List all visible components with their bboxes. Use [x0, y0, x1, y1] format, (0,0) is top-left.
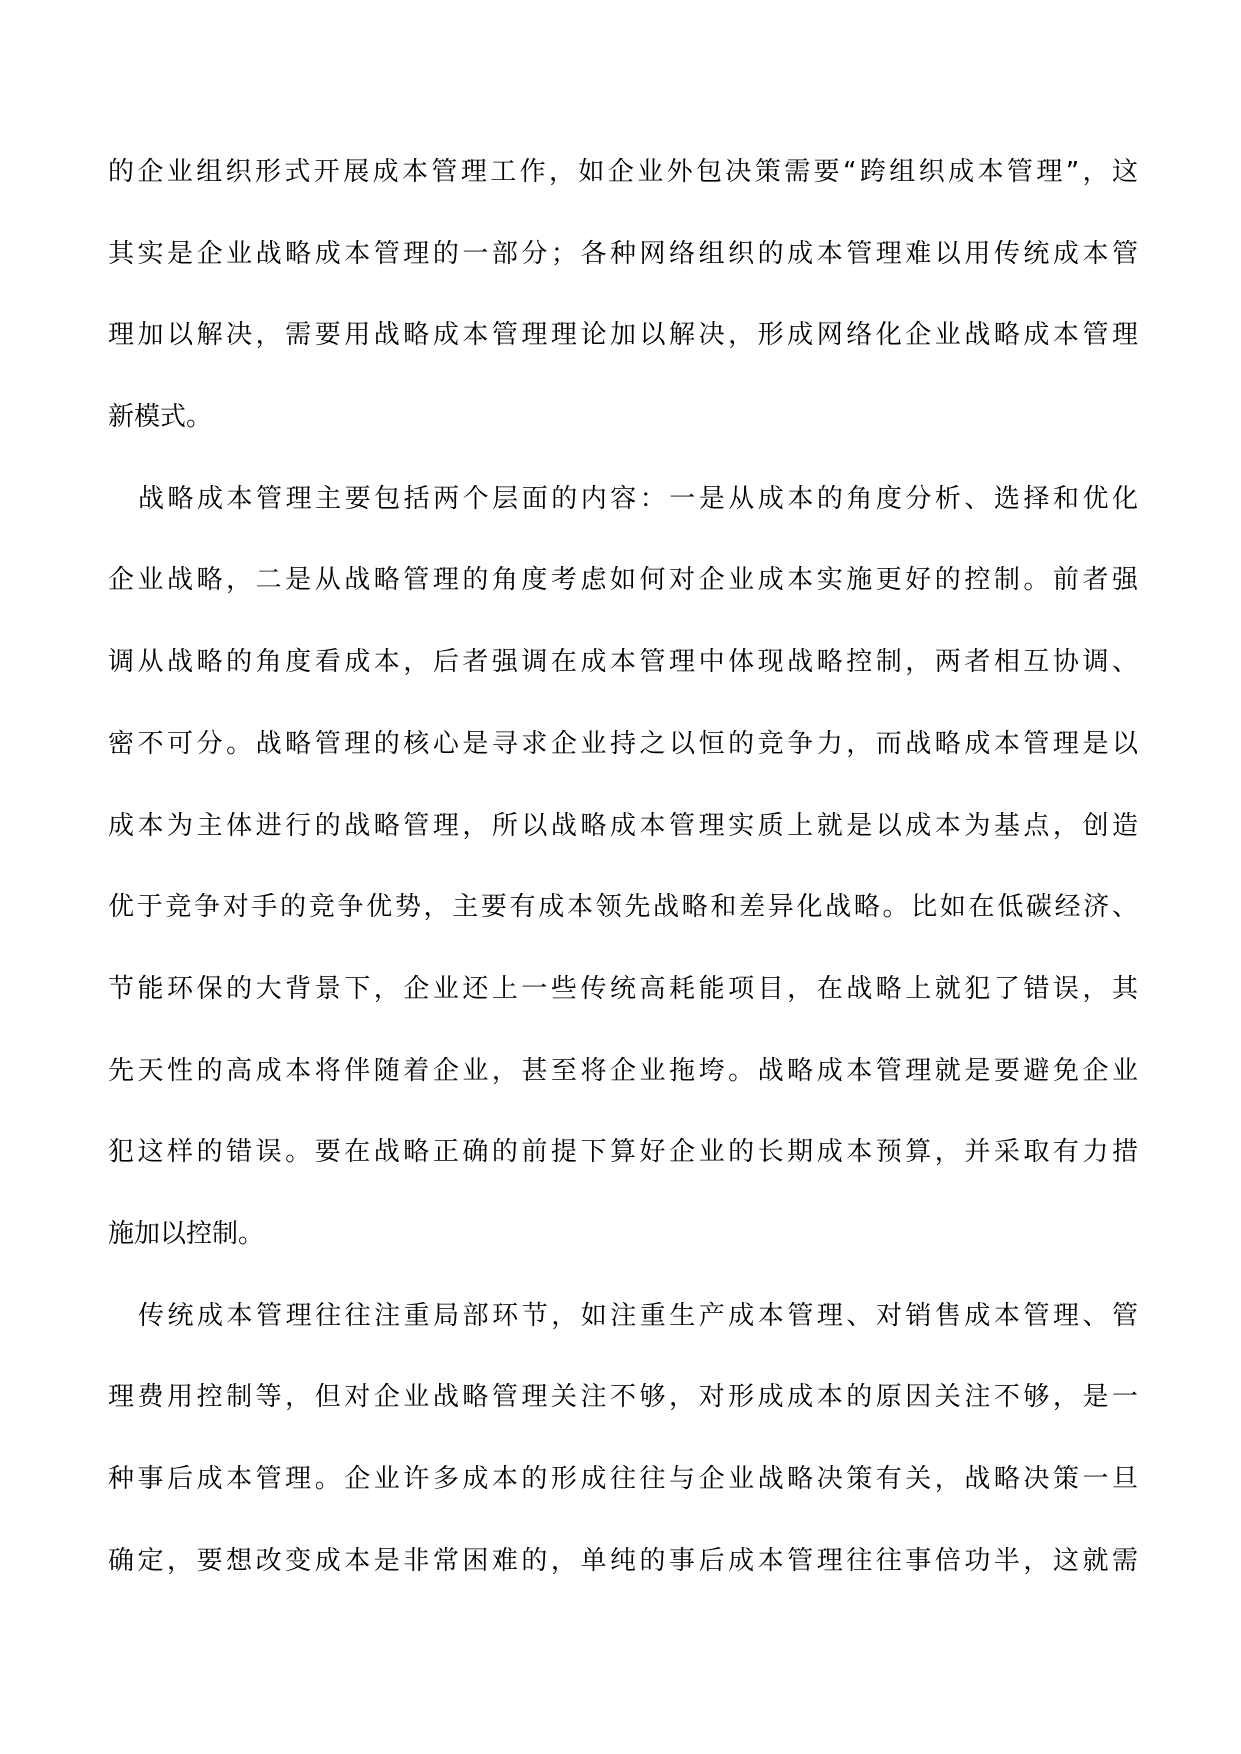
text-line: 其实是企业战略成本管理的一部分；各种网络组织的成本管理难以用传统成本管: [108, 238, 1138, 269]
text-line: 节能环保的大背景下，企业还上一些传统高耗能项目，在战略上就犯了错误，其: [108, 973, 1138, 1004]
text-line: 先天性的高成本将伴随着企业，甚至将企业拖垮。战略成本管理就是要避免企业: [108, 1055, 1138, 1086]
text-line: 的企业组织形式开展成本管理工作，如企业外包决策需要“跨组织成本管理”，这: [108, 157, 1138, 187]
text-line: 战略成本管理主要包括两个层面的内容：一是从成本的角度分析、选择和优化: [138, 483, 1138, 514]
text-line: 理加以解决，需要用战略成本管理理论加以解决，形成网络化企业战略成本管理: [108, 320, 1138, 351]
text-line: 犯这样的错误。要在战略正确的前提下算好企业的长期成本预算，并采取有力措: [108, 1137, 1138, 1168]
text-line: 确定，要想改变成本是非常困难的，单纯的事后成本管理往往事倍功半，这就需: [108, 1545, 1138, 1576]
text-line: 优于竞争对手的竞争优势，主要有成本领先战略和差异化战略。比如在低碳经济、: [108, 892, 1138, 923]
text-line: 成本为主体进行的战略管理，所以战略成本管理实质上就是以成本为基点，创造: [108, 810, 1138, 841]
text-line: 企业战略，二是从战略管理的角度考虑如何对企业成本实施更好的控制。前者强: [108, 565, 1138, 596]
text-line: 施加以控制。: [108, 1218, 265, 1249]
text-line: 调从战略的角度看成本，后者强调在成本管理中体现战略控制，两者相互协调、: [108, 647, 1138, 678]
text-line: 密不可分。战略管理的核心是寻求企业持之以恒的竞争力，而战略成本管理是以: [108, 728, 1138, 759]
text-line: 新模式。: [108, 402, 213, 433]
document-body: [108, 152, 1138, 1622]
text-line: 种事后成本管理。企业许多成本的形成往往与企业战略决策有关，战略决策一旦: [108, 1464, 1138, 1494]
text-line: 理费用控制等，但对企业战略管理关注不够，对形成成本的原因关注不够，是一: [108, 1382, 1138, 1413]
text-line: 传统成本管理往往注重局部环节，如注重生产成本管理、对销售成本管理、管: [138, 1300, 1138, 1331]
